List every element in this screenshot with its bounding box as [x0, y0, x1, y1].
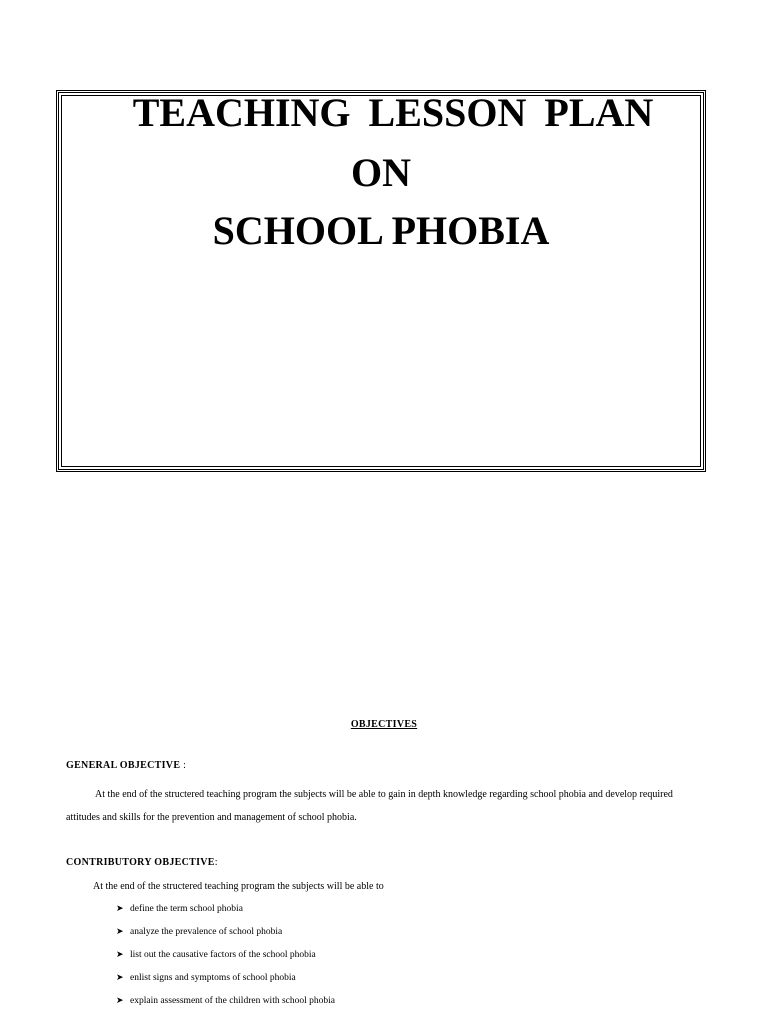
title-line-2: ON — [351, 150, 411, 195]
list-item — [116, 927, 282, 937]
contributory-objective-label-suffix: : — [214, 857, 218, 868]
general-objective-label-suffix: : — [180, 760, 187, 771]
general-objective-text-line-2: attitudes and skills for the prevention and management of school phobia. — [66, 812, 357, 823]
list-item — [116, 950, 316, 960]
general-objective-label — [66, 760, 186, 771]
list-item-text: list out the causative factors of the school phobia — [130, 950, 316, 960]
arrow-bullet-icon: ➤ — [116, 927, 124, 937]
contributory-objective-intro: At the end of the structered teaching program the subjects will be able to — [93, 881, 384, 892]
arrow-bullet-icon: ➤ — [116, 904, 124, 914]
list-item — [116, 904, 243, 914]
contributory-objective-label — [66, 857, 218, 868]
list-item-text: explain assessment of the children with school phobia — [130, 996, 335, 1006]
list-item — [116, 973, 296, 983]
general-objective-label-text: GENERAL OBJECTIVE — [66, 760, 181, 771]
list-item-text: analyze the prevalence of school phobia — [130, 927, 283, 937]
list-item — [116, 996, 335, 1006]
general-objective-text-line-1: At the end of the structered teaching program the subjects will be able to gain in depth knowledge regarding school phobia and develop required — [95, 789, 673, 800]
title-box — [56, 90, 706, 472]
title-line-3: SCHOOL PHOBIA — [212, 208, 550, 253]
title-line-1: TEACHING LESSON PLAN — [132, 90, 654, 135]
contributory-objective-label-text: CONTRIBUTORY OBJECTIVE — [66, 857, 215, 868]
list-item-text: enlist signs and symptoms of school phobia — [130, 973, 296, 983]
arrow-bullet-icon: ➤ — [116, 973, 124, 983]
objectives-heading: OBJECTIVES — [350, 719, 418, 730]
list-item-text: define the term school phobia — [130, 904, 243, 914]
arrow-bullet-icon: ➤ — [116, 950, 124, 960]
arrow-bullet-icon: ➤ — [116, 996, 124, 1006]
